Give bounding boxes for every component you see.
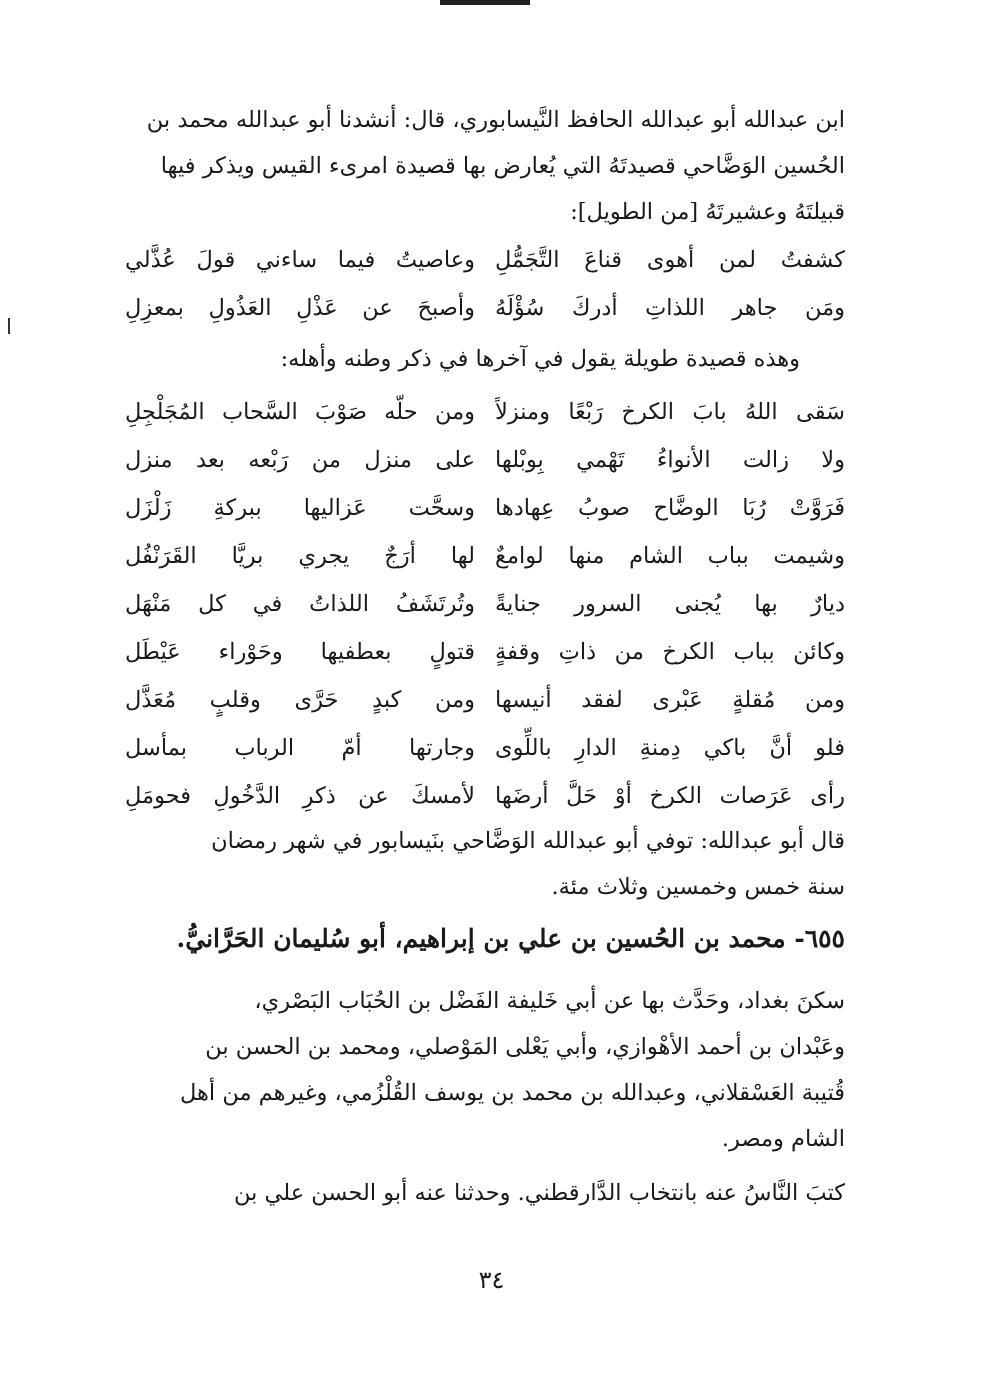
verse-first-hemistich: ولا زالت الأنواءُ تَهْمي بِوبْلها bbox=[495, 447, 845, 473]
death-note bbox=[125, 818, 845, 910]
entry-paragraph-1 bbox=[125, 978, 845, 1162]
verse-first-hemistich: سَقى اللهُ بابَ الكرخ رَبْعًا ومنزلاً bbox=[495, 399, 845, 425]
verse-second-hemistich: ومن حلّه صَوْبَ السَّحاب المُجَلْجِلِ bbox=[125, 399, 475, 425]
verse-second-hemistich: قتولٍ بعطفيها وحَوْراء عَيْطَل bbox=[125, 639, 475, 665]
verse-line bbox=[125, 532, 845, 580]
verse-second-hemistich: وجارتها أمّ الرباب بمأسل bbox=[125, 735, 475, 761]
poem-note bbox=[180, 336, 800, 382]
verse-line bbox=[125, 388, 845, 436]
entry-para2-line-1: كتبَ النَّاسُ عنه بانتخاب الدَّارقطني. وحدثنا عنه أبو الحسن علي بن bbox=[233, 1180, 845, 1206]
entry-heading bbox=[130, 916, 845, 962]
verse-second-hemistich: لأمسكَ عن ذكرِ الدَّخُولِ فحومَلِ bbox=[125, 783, 475, 809]
verse-first-hemistich: ومَن جاهر اللذاتِ أدركَ سُؤْلَهُ bbox=[495, 295, 845, 321]
verse-second-hemistich: ومن كبدٍ حَرَّى وقلبٍ مُعَذَّل bbox=[125, 687, 475, 713]
poem-closing bbox=[125, 388, 845, 820]
scan-edge-mark bbox=[440, 0, 530, 5]
intro-paragraph bbox=[125, 97, 845, 235]
verse-first-hemistich: فَرَوَّتْ رُبَا الوضَّاح صوبُ عِهادها bbox=[495, 495, 845, 521]
verse-second-hemistich: وتُرتَشَفُ اللذاتُ في كل مَنْهَل bbox=[125, 591, 475, 617]
entry-para1-line-4: الشام ومصر. bbox=[721, 1126, 845, 1152]
verse-line bbox=[125, 436, 845, 484]
poem-note-text: وهذه قصيدة طويلة يقول في آخرها في ذكر وطنه وأهله: bbox=[280, 346, 800, 372]
entry-para1-line-1: سكنَ بغداد، وحَدَّث بها عن أبي خَليفة الفَضْل بن الحُبَاب البَصْري، bbox=[254, 988, 845, 1014]
verse-second-hemistich: وسحَّت عَزاليها ببركةِ زَلْزَل bbox=[125, 495, 475, 521]
entry-number: ٦٥٥- bbox=[794, 924, 845, 953]
verse-line bbox=[125, 676, 845, 724]
verse-first-hemistich: فلو أنَّ باكي دِمنةِ الدارِ باللِّوى bbox=[495, 735, 845, 761]
entry-para1-line-3: قُتيبة العَسْقلاني، وعبدالله بن محمد بن يوسف القُلْزُمي، وغيرهم من أهل bbox=[180, 1080, 845, 1106]
verse-line bbox=[125, 236, 845, 284]
entry-paragraph-2 bbox=[125, 1170, 845, 1216]
verse-line bbox=[125, 580, 845, 628]
verse-line bbox=[125, 484, 845, 532]
death-note-line-2: سنة خمس وخمسين وثلاث مئة. bbox=[551, 874, 845, 900]
entry-para1-line-2: وعَبْدان بن أحمد الأهْوازي، وأبي يَعْلى المَوْصلي، ومحمد بن الحسن بن bbox=[205, 1034, 845, 1060]
intro-line-1: ابن عبدالله أبو عبدالله الحافظ النَّيسابوري، قال: أنشدنا أبو عبدالله محمد بن bbox=[146, 107, 845, 133]
verse-second-hemistich: لها أرَجٌ يجري بريَّا القَرَنْفُل bbox=[125, 543, 475, 569]
page-number: ٣٤ bbox=[478, 1266, 505, 1294]
death-note-line-1: قال أبو عبدالله: توفي أبو عبدالله الوَضَّاحي بنَيسابور في شهر رمضان bbox=[211, 828, 845, 854]
verse-line bbox=[125, 772, 845, 820]
verse-line bbox=[125, 284, 845, 332]
verse-second-hemistich: على منزل من رَبْعه بعد منزل bbox=[125, 447, 475, 473]
intro-line-3: قبيلتَهُ وعشيرتَهُ [من الطويل]: bbox=[570, 199, 845, 225]
poem-opening bbox=[125, 236, 845, 332]
verse-second-hemistich: وأصبحَ عن عَذْلِ العَذُولِ بمعزِلِ bbox=[125, 295, 475, 321]
verse-line bbox=[125, 724, 845, 772]
verse-first-hemistich: وشيمت بباب الشام منها لوامعٌ bbox=[495, 543, 845, 569]
entry-title: محمد بن الحُسين بن علي بن إبراهيم، أبو سُليمان الحَرَّانيُّ. bbox=[176, 924, 786, 953]
verse-line bbox=[125, 628, 845, 676]
verse-first-hemistich: كشفتُ لمن أهوى قناعَ التَّجَمُّلِ bbox=[495, 247, 845, 273]
verse-second-hemistich: وعاصيتُ فيما ساءني قولَ عُذَّلي bbox=[125, 247, 475, 273]
verse-first-hemistich: ديارٌ بها يُجنى السرور جنايةً bbox=[495, 591, 845, 617]
verse-first-hemistich: ومن مُقلةٍ عَبْرى لفقد أنيسها bbox=[495, 687, 845, 713]
intro-line-2: الحُسين الوَضَّاحي قصيدتَهُ التي يُعارض بها قصيدة امرىء القيس ويذكر فيها bbox=[160, 153, 845, 179]
verse-first-hemistich: رأى عَرَصات الكرخ أوْ حَلَّ أرضَها bbox=[495, 783, 845, 809]
verse-first-hemistich: وكائن بباب الكرخ من ذاتِ وقفةٍ bbox=[495, 639, 845, 665]
scan-margin-mark bbox=[8, 318, 10, 334]
